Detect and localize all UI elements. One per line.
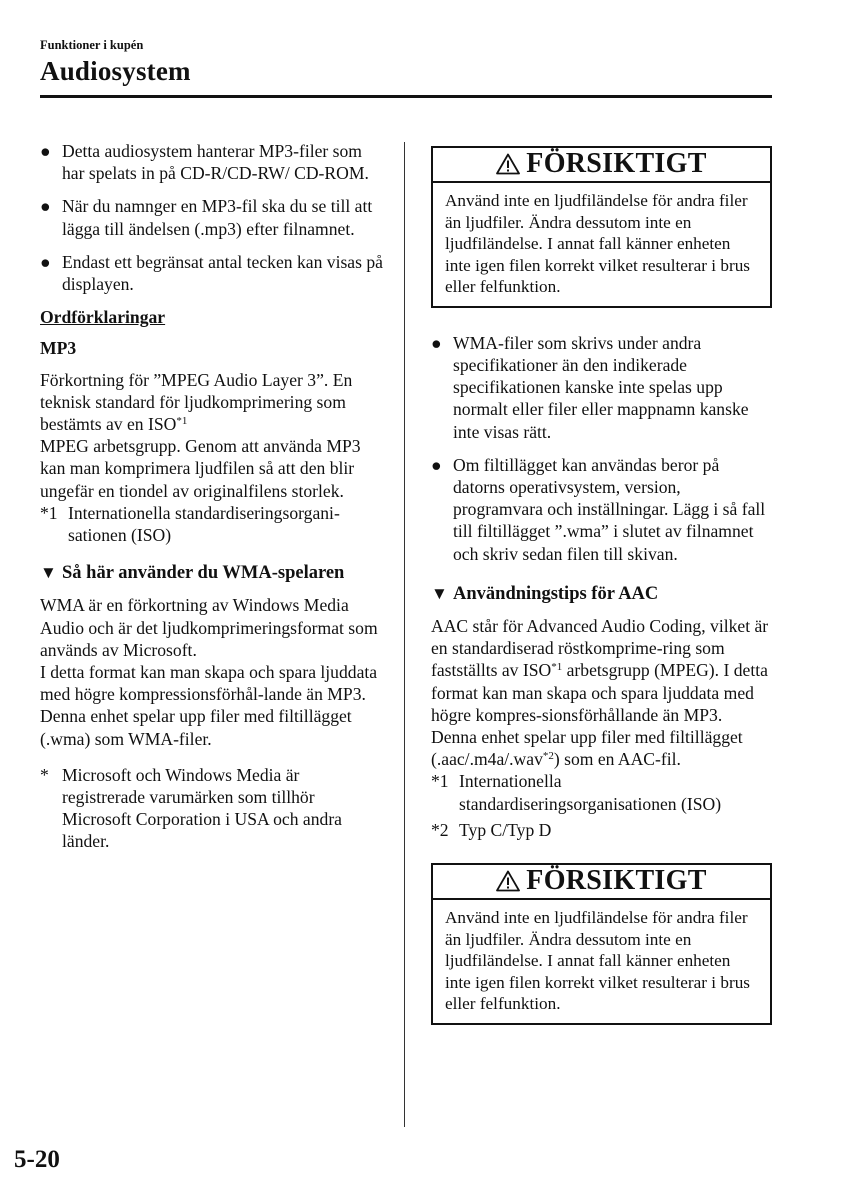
caution-header [433, 865, 770, 900]
footnote-mark: *1 [40, 502, 58, 523]
bullet-icon: ● [40, 196, 51, 217]
mp3-text-b: MPEG arbetsgrupp. Genom att använda MP3 kan man komprimera ljudfilen så att den blir ungefär en tiondel av originalfilens storlek. [40, 436, 361, 501]
mp3-text-a: Förkortning för ”MPEG Audio Layer 3”. En teknisk standard för ljudkomprimering som bestämts av en ISO [40, 369, 353, 435]
list-item [40, 195, 385, 239]
page-title: Audiosystem [40, 56, 191, 86]
aac-text-d: ) som en AAC-fil. [553, 749, 681, 770]
mp3-description [40, 369, 385, 502]
bullet-icon: ● [431, 454, 442, 475]
left-column [40, 140, 385, 853]
wma-text-1: WMA är en förkortning av Windows Media Audio och är det ljudkomprimeringsformat som används av Microsoft. [40, 595, 378, 660]
caution-body: Använd inte en ljudfiländelse för andra filer än ljudfiler. Ändra dessutom inte en ljudfiländelse. I annat fall känner enheten inte igen filen korrekt vilket resulterar i brus eller felfunktion. [445, 191, 750, 297]
bullet-icon: ● [431, 332, 442, 353]
page-number: 5-20 [14, 1146, 60, 1173]
list-item-text: Endast ett begränsat antal tecken kan visas på displayen. [62, 251, 383, 295]
warning-icon [496, 870, 520, 892]
aac-text-c: Denna enhet spelar upp filer med filtillägget (.aac/.m4a/.wav [431, 726, 743, 770]
footnote-mark: *2 [431, 819, 449, 840]
triangle-icon: ▼ [431, 583, 448, 603]
footnote-text: Internationella standardiseringsorganisationen (ISO) [459, 771, 722, 814]
list-item [40, 140, 385, 184]
aac-heading [431, 583, 772, 605]
caution-header [433, 148, 770, 183]
right-column [431, 146, 772, 1025]
triangle-icon: ▼ [40, 563, 57, 583]
list-item-text: WMA-filer som skrivs under andra specifikationer än den indikerade specifikationen kanske inte spelas upp normalt eller filer eller mappnamn kanske inte visas rätt. [453, 332, 749, 442]
warning-icon [496, 153, 520, 175]
aac-description [431, 615, 772, 770]
wma-heading-text: Så här använder du WMA-spelaren [62, 563, 345, 584]
caution-box [431, 146, 772, 308]
aac-heading-text: Användningstips för AAC [453, 583, 659, 604]
trademark-note [40, 764, 385, 853]
aac-footnote [431, 819, 772, 841]
column-divider [404, 142, 405, 1127]
list-item-text: När du namnger en MP3-fil ska du se till att lägga till ändelsen (.mp3) efter filnamnet. [62, 196, 373, 239]
bullet-icon: ● [40, 141, 51, 161]
caution-title: FÖRSIKTIGT [526, 148, 707, 179]
footnote-text: Typ C/Typ D [459, 819, 552, 840]
footnote-mark: *1 [431, 771, 449, 792]
caution-title: FÖRSIKTIGT [526, 864, 707, 896]
title-rule [40, 95, 772, 98]
note-text: Microsoft och Windows Media är registrerade varumärken som tillhör Microsoft Corporation i USA och andra länder. [62, 764, 342, 852]
list-item-text: Om filtillägget kan användas beror på datorns operativsystem, version, programvara och inställningar. Lägg i så fall till filtillägget ”.wma” i slutet av filnamnet och skriv sedan filen till skivan. [453, 454, 766, 564]
wma-text-2: I detta format kan man skapa och spara ljuddata med högre kompressionsförhål-lande än MP3. [40, 662, 378, 705]
section-label: Funktioner i kupén [40, 38, 144, 52]
footnote-text: Internationella standardiseringsorgani-sationen (ISO) [68, 502, 340, 546]
mp3-heading: MP3 [40, 338, 77, 359]
footnote-ref: *1 [176, 415, 188, 428]
list-item-text: Detta audiosystem hanterar MP3-filer som har spelats in på CD-R/CD-RW/ CD-ROM. [62, 141, 369, 184]
caution-body: Använd inte en ljudfiländelse för andra filer än ljudfiler. Ändra dessutom inte en ljudfiländelse. I annat fall känner enheten inte igen filen korrekt vilket resulterar i brus eller felfunktion. [445, 908, 750, 1014]
wma-heading [40, 562, 385, 584]
glossary-heading: Ordförklaringar [40, 307, 166, 328]
wma-text-3: Denna enhet spelar upp filer med filtillägget (.wma) som WMA-filer. [40, 706, 352, 749]
caution-box [431, 863, 772, 1025]
note-mark: * [40, 764, 49, 785]
footnote-ref: *2 [542, 750, 554, 763]
list-item [431, 332, 772, 443]
list-item [40, 251, 385, 295]
mp3-footnote [40, 502, 385, 546]
aac-text-a: AAC står för Advanced Audio Coding, vilket är en standardiserad röstkomprime-ring som fastställts av ISO [431, 615, 769, 681]
aac-text-b: arbetsgrupp (MPEG). I detta format kan man skapa och spara ljuddata med högre kompres-sionsförhållande än MP3. [431, 660, 768, 725]
aac-footnote [431, 770, 772, 814]
list-item [431, 454, 772, 565]
footnote-ref: *1 [551, 661, 563, 674]
bullet-icon: ● [40, 251, 51, 272]
